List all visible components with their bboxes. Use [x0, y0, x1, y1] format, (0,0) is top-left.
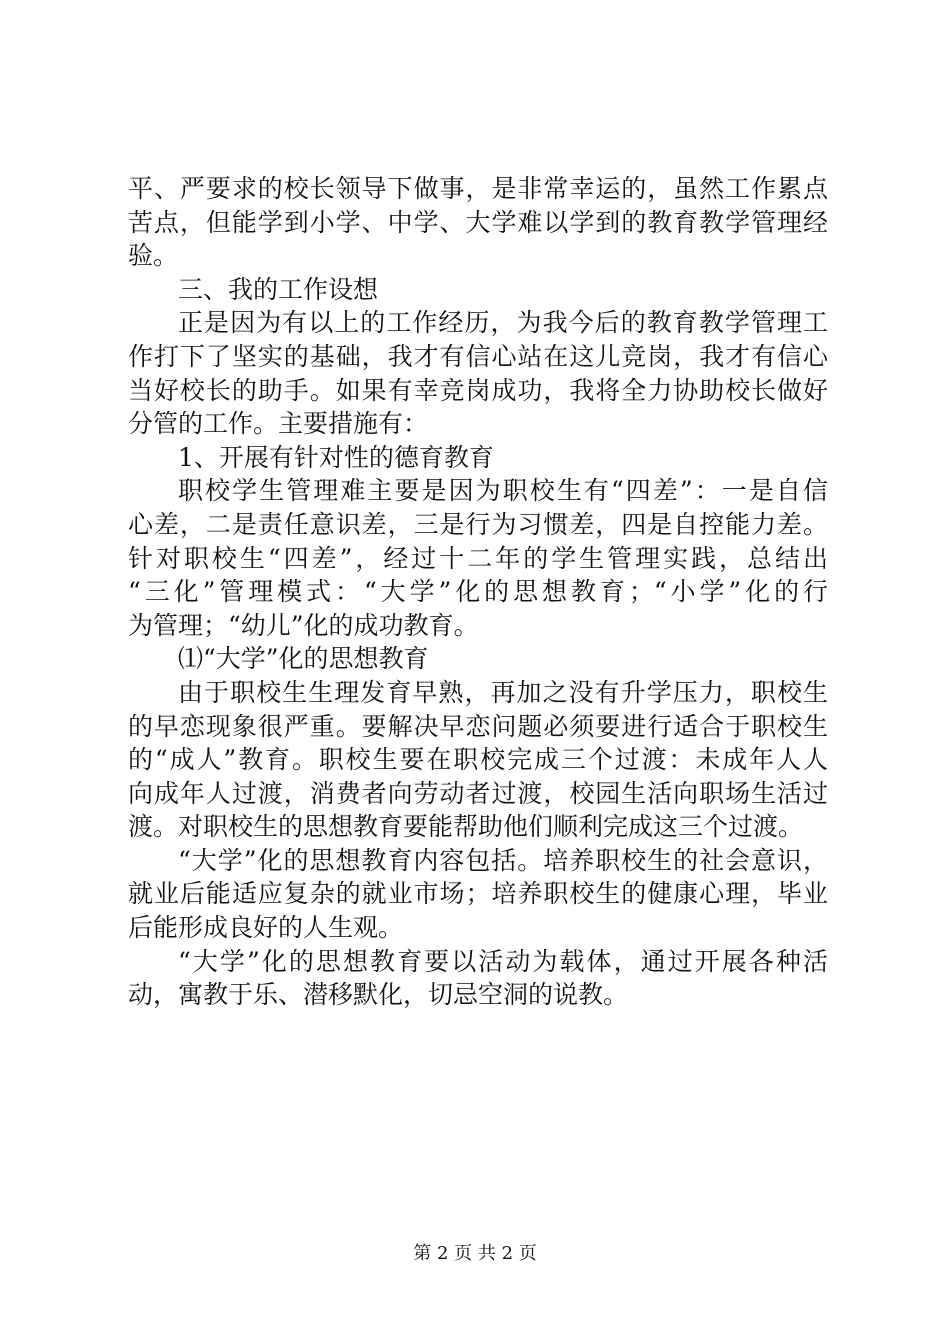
text-line: 针对职校生“四差”，经过十二年的学生管理实践，总结出 [128, 543, 828, 573]
text-line: 动，寓教于乐、潜移默化，切忌空洞的说教。 [128, 980, 629, 1010]
text-line: 由于职校生生理发育早熟，再加之没有升学压力，职校生 [178, 677, 828, 707]
text-line: 分管的工作。主要措施有： [128, 409, 429, 439]
text-line: 就业后能适应复杂的就业市场；培养职校生的健康心理，毕业 [128, 879, 828, 909]
text-line: “三化”管理模式：“大学”化的思想教育；“小学”化的行 [128, 577, 828, 607]
text-line: 平、严要求的校长领导下做事，是非常幸运的，虽然工作累点 [128, 174, 828, 203]
text-line: 1、开展有针对性的德育教育 [178, 442, 494, 472]
text-line: 三、我的工作设想 [178, 274, 379, 304]
text-line: 渡。对职校生的思想教育要能帮助他们顺利完成这三个过渡。 [128, 812, 804, 842]
text-line: 验。 [128, 241, 179, 271]
text-line: 为管理；“幼儿”化的成功教育。 [128, 610, 479, 640]
text-line: 当好校长的助手。如果有幸竞岗成功，我将全力协助校长做好 [128, 375, 828, 405]
text-line: ⑴“大学”化的思想教育 [178, 644, 429, 674]
body-text [128, 172, 828, 1012]
text-line: 苦点，但能学到小学、中学、大学难以学到的教育教学管理经 [128, 207, 828, 237]
text-line: 的早恋现象很严重。要解决早恋问题必须要进行适合于职校生 [128, 711, 828, 741]
text-line: 职校学生管理难主要是因为职校生有“四差”：一是自信 [178, 476, 828, 506]
text-line: 后能形成良好的人生观。 [128, 913, 404, 943]
text-line: 作打下了坚实的基础，我才有信心站在这儿竞岗，我才有信心 [128, 341, 828, 371]
text-line: 正是因为有以上的工作经历，为我今后的教育教学管理工 [178, 308, 828, 338]
text-line: 向成年人过渡，消费者向劳动者过渡，校园生活向职场生活过 [128, 778, 828, 808]
text-line: 心差，二是责任意识差，三是行为习惯差，四是自控能力差。 [128, 509, 828, 539]
page-footer: 第 2 页 共 2 页 [413, 1243, 537, 1264]
text-line: “大学”化的思想教育要以活动为载体，通过开展各种活 [178, 946, 828, 976]
text-line: 的“成人”教育。职校生要在职校完成三个过渡：未成年人人 [128, 745, 828, 775]
text-line: “大学”化的思想教育内容包括。培养职校生的社会意识， [178, 845, 828, 875]
